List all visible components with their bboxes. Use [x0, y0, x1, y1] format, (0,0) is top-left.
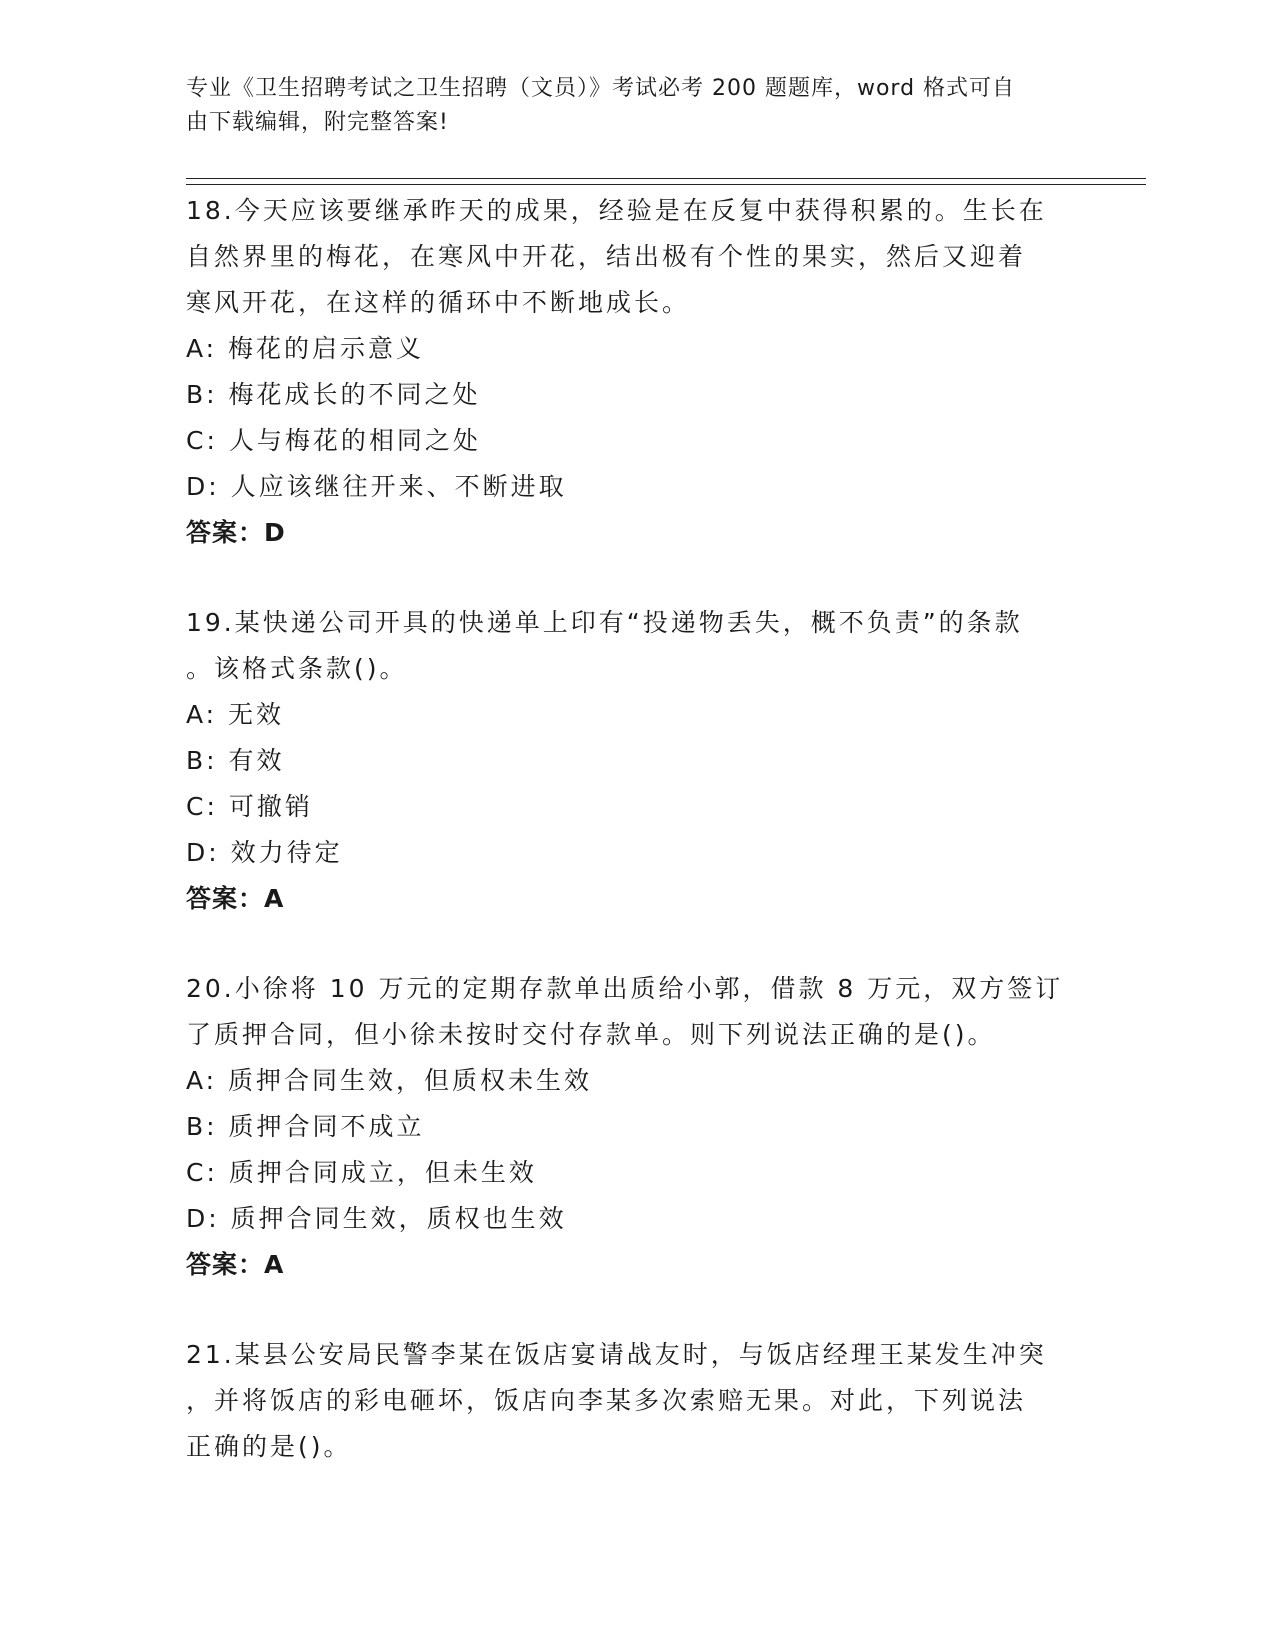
header-line-2: 由下载编辑，附完整答案! — [186, 110, 449, 135]
question-text-line: 19.某快递公司开具的快递单上印有“投递物丢失，概不负责”的条款 — [186, 608, 1023, 637]
option-a: A: 无效 — [186, 700, 285, 729]
option-b: B: 质押合同不成立 — [186, 1112, 425, 1141]
question-19 — [186, 600, 1086, 922]
option-a: A: 梅花的启示意义 — [186, 334, 425, 363]
question-text-line: ，并将饭店的彩电砸坏，饭店向李某多次索赔无果。对此，下列说法 — [186, 1386, 1027, 1415]
document-header — [186, 72, 1066, 140]
question-20 — [186, 966, 1086, 1288]
option-a: A: 质押合同生效，但质权未生效 — [186, 1066, 593, 1095]
header-rule-bottom — [186, 184, 1146, 185]
option-b: B: 梅花成长的不同之处 — [186, 380, 481, 409]
option-c: C: 人与梅花的相同之处 — [186, 426, 481, 455]
option-c: C: 可撤销 — [186, 792, 313, 821]
question-text-line: 寒风开花，在这样的循环中不断地成长。 — [186, 288, 691, 317]
question-21 — [186, 1332, 1086, 1470]
option-d: D: 质押合同生效，质权也生效 — [186, 1204, 567, 1233]
header-rule-top — [186, 178, 1146, 179]
question-text-line: 20.小徐将 10 万元的定期存款单出质给小郭，借款 8 万元，双方签订 — [186, 974, 1064, 1003]
answer: 答案：A — [186, 884, 285, 913]
question-list — [186, 188, 1086, 1470]
question-text-line: 21.某县公安局民警李某在饭店宴请战友时，与饭店经理王某发生冲突 — [186, 1340, 1047, 1369]
question-text-line: 。该格式条款()。 — [186, 654, 408, 683]
header-line-1: 专业《卫生招聘考试之卫生招聘（文员）》考试必考 200 题题库，word 格式可自 — [186, 76, 1016, 101]
question-text-line: 了质押合同，但小徐未按时交付存款单。则下列说法正确的是()。 — [186, 1020, 996, 1049]
option-c: C: 质押合同成立，但未生效 — [186, 1158, 537, 1187]
question-text-line: 正确的是()。 — [186, 1432, 352, 1461]
option-d: D: 人应该继往开来、不断进取 — [186, 472, 567, 501]
option-d: D: 效力待定 — [186, 838, 343, 867]
question-text-line: 自然界里的梅花，在寒风中开花，结出极有个性的果实，然后又迎着 — [186, 242, 1027, 271]
question-18 — [186, 188, 1086, 556]
question-text-line: 18.今天应该要继承昨天的成果，经验是在反复中获得积累的。生长在 — [186, 196, 1047, 225]
option-b: B: 有效 — [186, 746, 285, 775]
answer: 答案：D — [186, 518, 286, 547]
answer: 答案：A — [186, 1250, 285, 1279]
